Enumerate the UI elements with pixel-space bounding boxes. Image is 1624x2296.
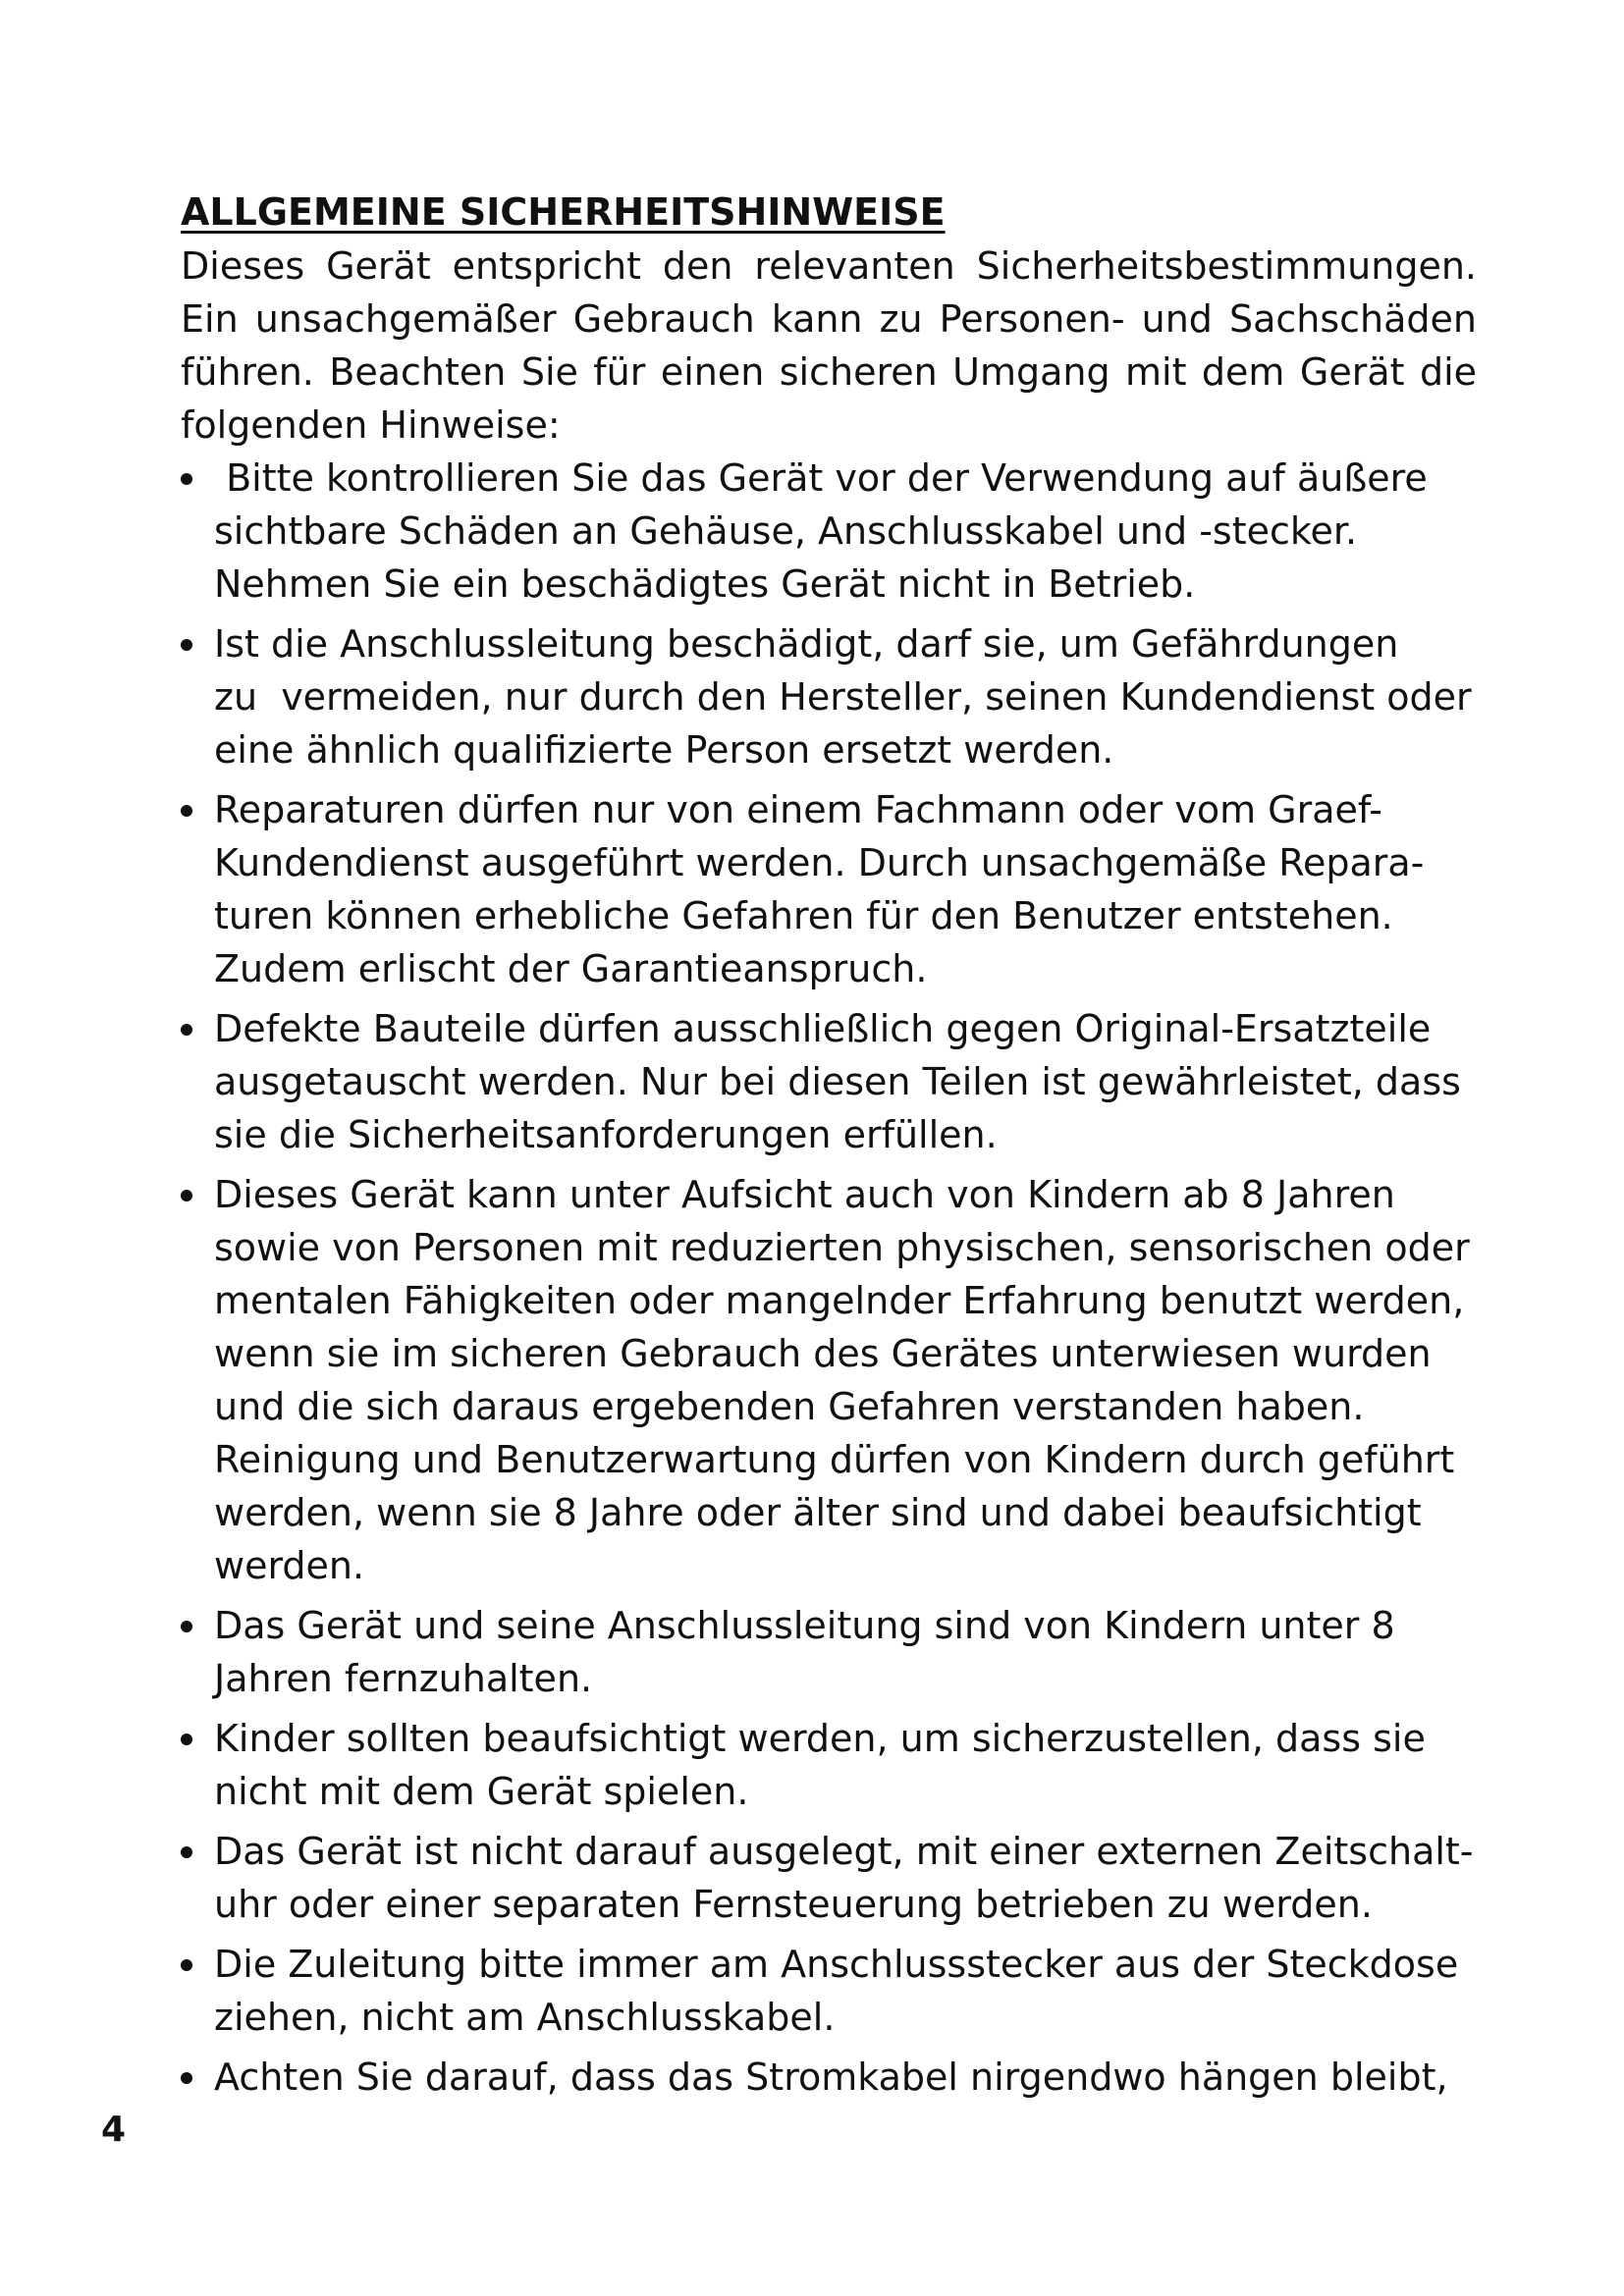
item-line: Ist die Anschlussleitung beschädigt, darf sie, um Gefährdungen (214, 622, 1399, 666)
intro-line: Dieses Gerät entspricht den relevanten Sicherheitsbestimmungen. (181, 244, 1477, 288)
item-line: Kinder sollten beaufsichtigt werden, um sicherzustellen, dass sie (214, 1717, 1426, 1760)
intro-line: folgenden Hinweise: (181, 403, 561, 447)
item-line: Das Gerät ist nicht darauf ausgelegt, mit einer externen Zeitschalt- (214, 1830, 1474, 1873)
item-line: Achten Sie darauf, dass das Stromkabel nirgendwo hängen bleibt, (214, 2056, 1448, 2099)
list-item (181, 452, 1477, 611)
item-line: eine ähnlich qualifizierte Person ersetzt werden. (214, 728, 1114, 772)
list-item (181, 1168, 1477, 1592)
bullet-icon (181, 1024, 192, 1036)
list-item (181, 1002, 1477, 1161)
bullet-icon (181, 1959, 192, 1971)
item-line: Das Gerät und seine Anschlussleitung sind von Kindern unter 8 (214, 1604, 1395, 1647)
bullet-icon (181, 473, 192, 485)
item-line: und die sich daraus ergebenden Gefahren verstanden haben. (214, 1385, 1365, 1428)
item-line: Dieses Gerät kann unter Aufsicht auch von Kindern ab 8 Jahren (214, 1173, 1395, 1216)
bullet-icon (181, 1846, 192, 1858)
item-line: Die Zuleitung bitte immer am Anschlussstecker aus der Steckdose (214, 1943, 1459, 1986)
section-heading: ALLGEMEINE SICHERHEITSHINWEISE (181, 190, 946, 234)
list-item (181, 1825, 1477, 1931)
bullet-icon (181, 805, 192, 817)
item-line: Kundendienst ausgeführt werden. Durch unsachgemäße Repara- (214, 841, 1425, 884)
intro-line: Ein unsachgemäßer Gebrauch kann zu Personen- und Sachschäden (181, 297, 1477, 341)
bullet-icon (181, 1621, 192, 1632)
list-item (181, 617, 1477, 776)
bullet-icon (181, 2072, 192, 2084)
item-line: uhr oder einer separaten Fernsteuerung betrieben zu werden. (214, 1883, 1373, 1926)
item-line: sowie von Personen mit reduzierten physischen, sensorischen oder (214, 1226, 1470, 1269)
item-line: Reparaturen dürfen nur von einem Fachmann oder vom Graef- (214, 788, 1382, 831)
bullet-icon (181, 1190, 192, 1201)
item-line: sichtbare Schäden an Gehäuse, Anschlusskabel und -stecker. (214, 509, 1358, 553)
item-line: nicht mit dem Gerät spielen. (214, 1770, 749, 1813)
safety-list (181, 452, 1477, 2104)
intro-line: führen. Beachten Sie für einen sicheren Umgang mit dem Gerät die (181, 350, 1477, 394)
list-item (181, 1938, 1477, 2044)
item-line: Zudem erlischt der Garantieanspruch. (214, 947, 928, 990)
item-line: Reinigung und Benutzerwartung dürfen von Kindern durch geführt (214, 1438, 1455, 1481)
item-line: werden. (214, 1544, 365, 1587)
item-line: Jahren fernzuhalten. (214, 1657, 593, 1700)
list-item (181, 1599, 1477, 1705)
page-number: 4 (101, 2109, 127, 2150)
document-body (181, 187, 1477, 2110)
bullet-icon (181, 639, 192, 651)
item-line: sie die Sicherheitsanforderungen erfüllen. (214, 1113, 998, 1156)
bullet-icon (181, 1734, 192, 1745)
item-line: Defekte Bauteile dürfen ausschließlich gegen Original-Ersatzteile (214, 1007, 1432, 1050)
list-item (181, 2051, 1477, 2104)
list-item (181, 783, 1477, 995)
item-line: zu vermeiden, nur durch den Hersteller, seinen Kundendienst oder (214, 675, 1472, 719)
item-line: turen können erhebliche Gefahren für den Benutzer entstehen. (214, 894, 1393, 937)
item-line: Nehmen Sie ein beschädigtes Gerät nicht in Betrieb. (214, 562, 1196, 606)
item-line: mentalen Fähigkeiten oder mangelnder Erfahrung benutzt werden, (214, 1279, 1465, 1322)
item-line: wenn sie im sicheren Gebrauch des Gerätes unterwiesen wurden (214, 1332, 1432, 1375)
item-line: ausgetauscht werden. Nur bei diesen Teilen ist gewährleistet, dass (214, 1060, 1461, 1103)
item-line: werden, wenn sie 8 Jahre oder älter sind und dabei beaufsichtigt (214, 1491, 1422, 1534)
intro-paragraph (181, 240, 1477, 452)
item-line: ziehen, nicht am Anschlusskabel. (214, 1996, 836, 2039)
list-item (181, 1712, 1477, 1818)
item-line: Bitte kontrollieren Sie das Gerät vor der Verwendung auf äußere (214, 456, 1428, 500)
